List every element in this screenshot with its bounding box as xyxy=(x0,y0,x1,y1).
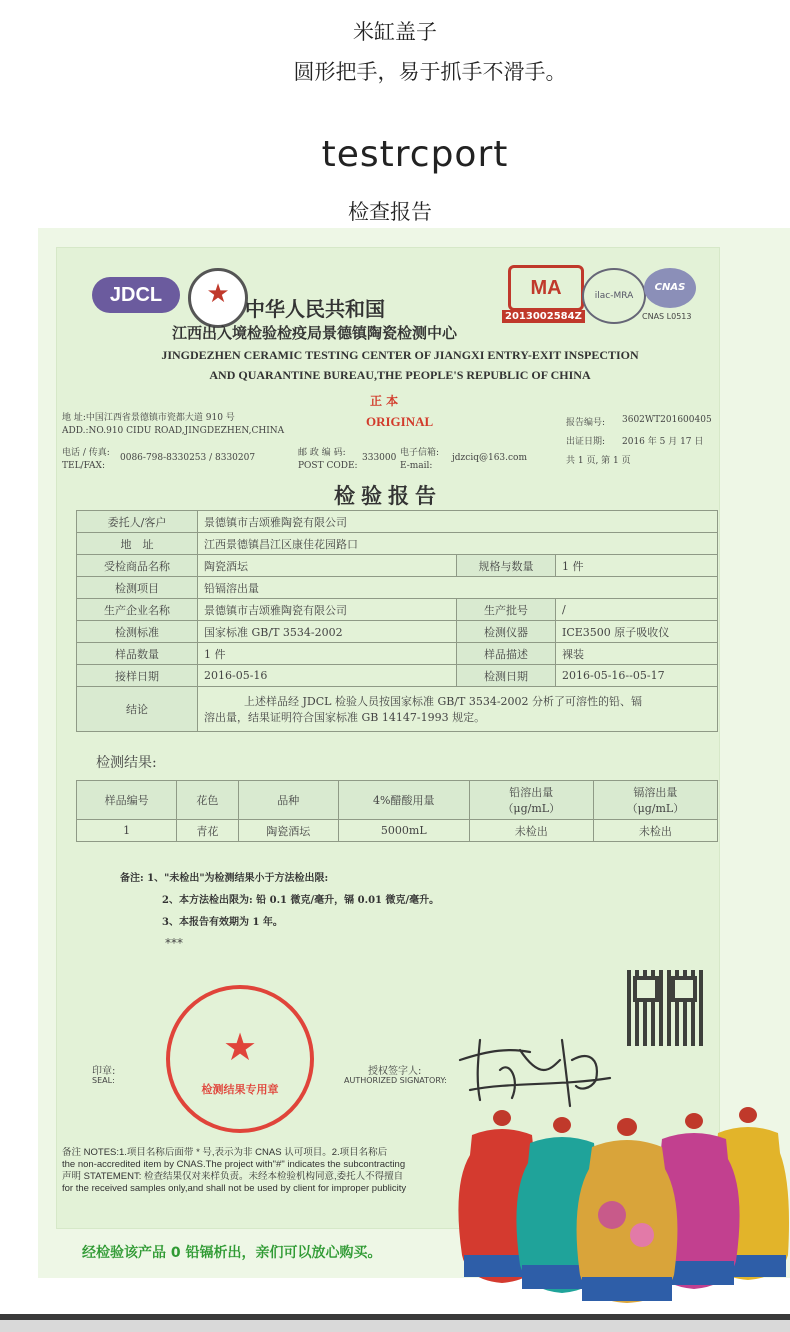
email: jdzciq@163.com xyxy=(452,453,528,463)
results-head-0: 样品编号 xyxy=(77,781,177,820)
qty-label: 样品数量 xyxy=(77,643,198,665)
result-cell: 青花 xyxy=(177,820,239,842)
test-date-value: 2016-05-16--05-17 xyxy=(556,665,718,687)
result-cell: 陶瓷酒坛 xyxy=(238,820,338,842)
table-row xyxy=(77,781,718,820)
bottom-strip xyxy=(0,1310,790,1332)
official-stamp xyxy=(166,985,314,1133)
remark-line: 3、本报告有效期为 1 年。 xyxy=(162,917,283,928)
result-cell: 1 xyxy=(77,820,177,842)
results-head-2: 品种 xyxy=(238,781,338,820)
tel-number: 0086-798-8330253 / 8330207 xyxy=(120,453,256,463)
remark-line: 2、本方法检出限为: 铅 0.1 微克/毫升，镉 0.01 微克/毫升。 xyxy=(162,895,440,906)
table-row xyxy=(77,621,718,643)
table-row xyxy=(77,577,718,599)
email-label-cn: 电子信箱: xyxy=(400,448,440,458)
table-row xyxy=(77,665,718,687)
cadmium-head: 镉溶出量 xyxy=(633,786,678,799)
lead-unit: （μg/mL） xyxy=(502,802,561,815)
table-row xyxy=(77,555,718,577)
result-cell: 5000mL xyxy=(338,820,469,842)
conclusion-line-1: 上述样品经 JDCL 检验人员按国家标准 GB/T 3534-2002 分析了可溶性的铅、镉 xyxy=(244,695,643,708)
table-row xyxy=(77,599,718,621)
table-row xyxy=(77,820,718,842)
item-value: 铅镉溶出量 xyxy=(198,577,718,599)
post-code: 333000 xyxy=(362,453,397,463)
results-table xyxy=(76,780,718,842)
ceramic-jars-image xyxy=(452,1105,790,1305)
results-head-4 xyxy=(469,781,593,820)
results-label: 检测结果: xyxy=(96,755,157,771)
conclusion-value xyxy=(198,687,718,732)
results-head-5 xyxy=(593,781,717,820)
jdcl-logo: JDCL xyxy=(92,277,180,313)
document-title: 检验报告 xyxy=(334,483,442,508)
spec-label: 规格与数量 xyxy=(457,555,556,577)
standard-label: 检测标准 xyxy=(77,621,198,643)
result-cell: 未检出 xyxy=(593,820,717,842)
address-en: ADD.:NO.910 CIDU ROAD,JINGDEZHEN,CHINA xyxy=(62,426,285,436)
email-label-en: E-mail: xyxy=(400,461,433,471)
lead-head: 铅溶出量 xyxy=(509,786,554,799)
country-name: 中华人民共和国 xyxy=(245,297,385,321)
footnote-line: 声明 STATEMENT: 检查结果仅对来样负责。未经本检验机构同意,委托人不得擅自 xyxy=(62,1171,404,1182)
address-value: 江西景德镇昌江区康佳花园路口 xyxy=(198,533,718,555)
seal-label-cn: 印章: xyxy=(92,1066,116,1077)
desc-value: 裸装 xyxy=(556,643,718,665)
report-title-english: testrcport xyxy=(321,134,509,175)
footnotes xyxy=(62,1147,482,1195)
stamp-star-icon: ★ xyxy=(222,1025,258,1069)
product-value: 陶瓷酒坛 xyxy=(198,555,457,577)
emblem-icon: ★ xyxy=(188,268,248,328)
report-no: 3602WT201600405 xyxy=(622,415,712,425)
client-label: 委托人/客户 xyxy=(77,511,198,533)
original-mark-chinese: 正 本 xyxy=(370,394,399,408)
desc-label: 样品描述 xyxy=(457,643,556,665)
conclusion-line-2: 溶出量，结果证明符合国家标准 GB 14147-1993 规定。 xyxy=(204,711,486,724)
cma-logo: MA xyxy=(508,265,584,311)
qr-code-icon xyxy=(627,970,703,1046)
tel-label-en: TEL/FAX: xyxy=(62,461,105,471)
batch-label: 生产批号 xyxy=(457,599,556,621)
product-label: 受检商品名称 xyxy=(77,555,198,577)
signatory-label-en: AUTHORIZED SIGNATORY: xyxy=(344,1076,447,1085)
recv-label: 接样日期 xyxy=(77,665,198,687)
asterisks: *** xyxy=(165,936,183,950)
bureau-name-chinese: 江西出入境检验检疫局景德镇陶瓷检测中心 xyxy=(172,324,458,342)
instrument-label: 检测仪器 xyxy=(457,621,556,643)
recv-value: 2016-05-16 xyxy=(198,665,457,687)
address-label: 地 址 xyxy=(77,533,198,555)
bottom-note: 经检验该产品 0 铅镉析出，亲们可以放心购买。 xyxy=(82,1245,382,1261)
caption-line-2: 圆形把手，易于抓手不滑手。 xyxy=(293,60,567,84)
cnas-number: CNAS L0513 xyxy=(642,312,692,321)
bureau-name-english-1: JINGDEZHEN CERAMIC TESTING CENTER OF JIANGXI ENTRY-EXIT INSPECTION xyxy=(161,348,639,362)
cma-number: 2013002584Z xyxy=(502,310,585,323)
stamp-text: 检测结果专用章 xyxy=(201,1083,279,1096)
table-row xyxy=(77,687,718,732)
signatory-label-cn: 授权签字人: xyxy=(368,1066,422,1077)
footnote-line: the non-accredited item by CNAS.The project with"#" indicates the subcontracting xyxy=(62,1159,406,1170)
instrument-value: ICE3500 原子吸收仪 xyxy=(556,621,718,643)
result-cell: 未检出 xyxy=(469,820,593,842)
seal-label-en: SEAL: xyxy=(92,1076,115,1085)
ilac-mra-logo: ilac-MRA xyxy=(582,268,646,324)
test-date-label: 检测日期 xyxy=(457,665,556,687)
standard-value: 国家标准 GB/T 3534-2002 xyxy=(198,621,457,643)
batch-value: / xyxy=(556,599,718,621)
results-head-1: 花色 xyxy=(177,781,239,820)
table-row xyxy=(77,511,718,533)
cnas-logo: CNAS xyxy=(644,268,696,308)
address-cn: 地 址:中国江西省景德镇市瓷都大道 910 号 xyxy=(62,413,235,423)
footnote-line: for the received samples only,and shall not be used by client for improper publicity xyxy=(62,1183,407,1194)
report-title-chinese: 检查报告 xyxy=(348,200,432,224)
table-row xyxy=(77,533,718,555)
original-mark-english: ORIGINAL xyxy=(366,414,434,429)
spec-value: 1 件 xyxy=(556,555,718,577)
maker-value: 景德镇市吉颂雅陶瓷有限公司 xyxy=(198,599,457,621)
item-label: 检测项目 xyxy=(77,577,198,599)
cadmium-unit: （μg/mL） xyxy=(626,802,685,815)
remark-line: 备注: 1、"未检出"为检测结果小于方法检出限: xyxy=(120,873,329,884)
qty-value: 1 件 xyxy=(198,643,457,665)
signature xyxy=(450,1020,620,1110)
remarks xyxy=(120,868,439,934)
bureau-name-english-2: AND QUARANTINE BUREAU,THE PEOPLE'S REPUBLIC OF CHINA xyxy=(209,368,591,382)
caption-line-1: 米缸盖子 xyxy=(353,20,437,44)
results-head-3: 4%醋酸用量 xyxy=(338,781,469,820)
client-value: 景德镇市吉颂雅陶瓷有限公司 xyxy=(198,511,718,533)
post-label-cn: 邮 政 编 码: xyxy=(298,448,346,458)
tel-label-cn: 电话 / 传真: xyxy=(62,448,110,458)
issue-date: 2016 年 5 月 17 日 xyxy=(622,437,704,447)
report-no-label: 报告编号: xyxy=(566,418,606,428)
post-label-en: POST CODE: xyxy=(298,461,358,471)
conclusion-label: 结论 xyxy=(77,687,198,732)
maker-label: 生产企业名称 xyxy=(77,599,198,621)
footnote-line: 备注 NOTES:1.项目名称后面带 * 号,表示为非 CNAS 认可项目。2.项目名称后 xyxy=(62,1147,388,1158)
table-row xyxy=(77,643,718,665)
issue-date-label: 出证日期: xyxy=(566,437,606,447)
info-table xyxy=(76,510,718,732)
page-count: 共 1 页, 第 1 页 xyxy=(566,456,631,466)
